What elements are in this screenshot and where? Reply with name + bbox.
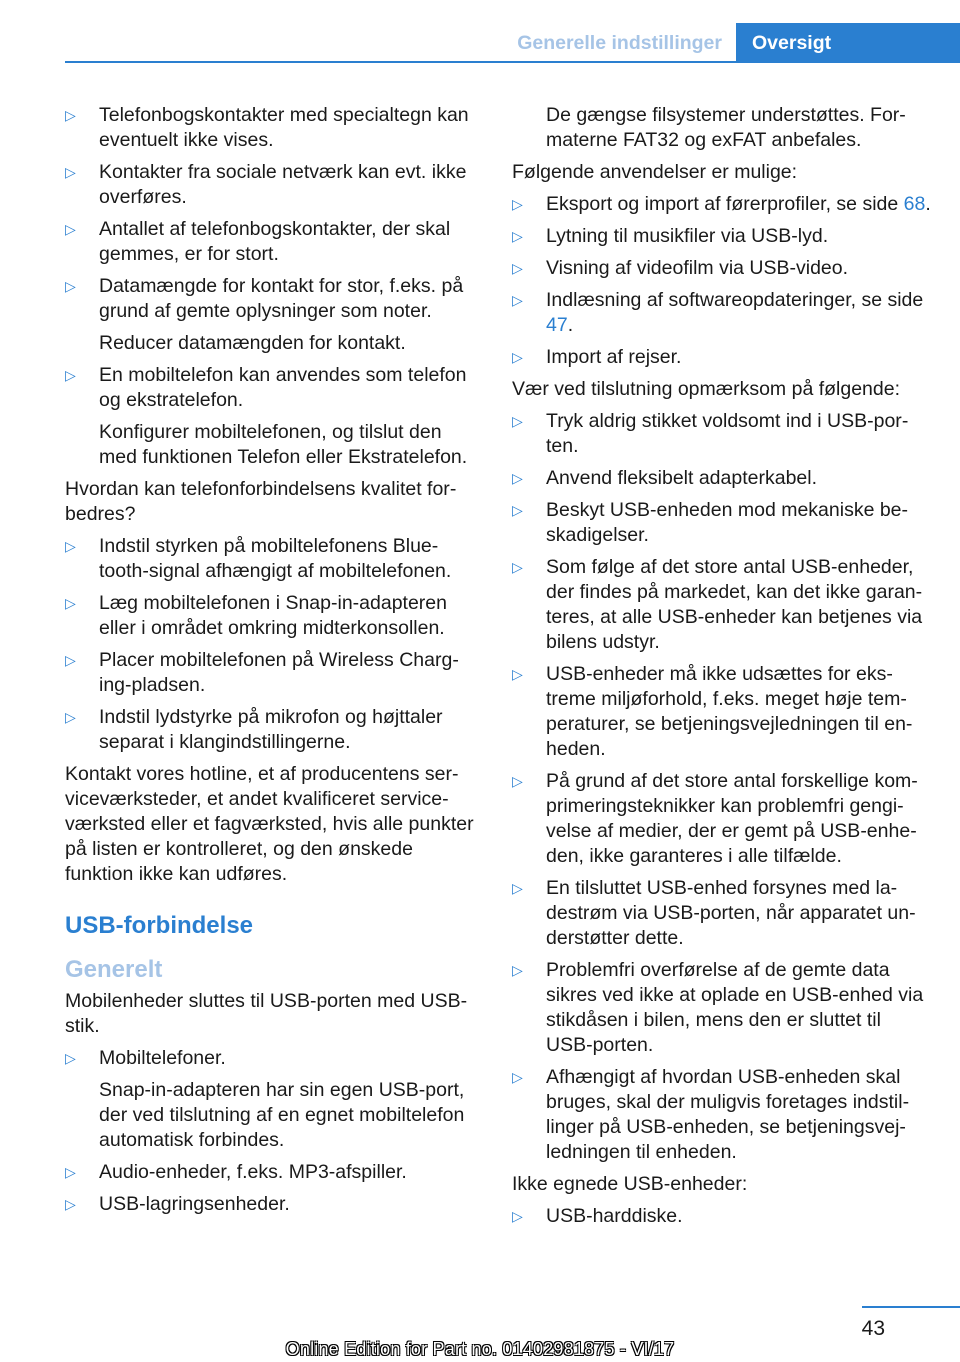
notes-intro: Vær ved tilslutning opmærksom på følgende: (512, 378, 901, 400)
page-header (0, 0, 960, 62)
list-item: ▷ Datamængde for kontakt for stor, f.eks. på grund af gemte oplysninger som noter. Reducer datamængden for kontakt. (65, 274, 481, 356)
list-item-note: Snap-in-adapteren har sin egen USB-port, der ved tilslutning af en egnet mobiltelefon automatisk forbindes. (99, 1079, 465, 1151)
triangle-bullet-icon: ▷ (65, 1196, 76, 1212)
uses-list (512, 192, 932, 370)
triangle-bullet-icon: ▷ (65, 538, 76, 554)
list-item: ▷ Antallet af telefonbogskontakter, der skal gemmes, er for stort. (65, 218, 451, 265)
header-rule (65, 61, 960, 63)
unsuitable-list (512, 1204, 932, 1229)
list-item: ▷ Tryk aldrig stikket voldsomt ind i USB-porten. (512, 410, 909, 457)
header-section-title: Generelle indstillinger (517, 32, 722, 54)
list-item: ▷ Afhængigt af hvordan USB-enheden skal bruges, skal der muligvis foretages indstillinger på USB-enheden, se betjeningsvejledningen til enheden. (512, 1066, 910, 1163)
right-column (512, 103, 932, 1236)
quality-tips-list (65, 534, 481, 755)
list-item: ▷ Audio-enheder, f.eks. MP3-afspiller. (65, 1161, 407, 1183)
page-link[interactable]: 47 (546, 314, 568, 336)
uses-intro: Følgende anvendelser er mulige: (512, 161, 798, 183)
triangle-bullet-icon: ▷ (65, 278, 76, 294)
contact-paragraph: Kontakt vores hotline, et af producentens serviceværksteder, et andet kvalificeret serviceværksted eller et fagværksted, hvis alle punkter på listen er kontrolleret, og den ønskede funktion ikke kan udføres. (65, 763, 474, 885)
triangle-bullet-icon: ▷ (65, 595, 76, 611)
triangle-bullet-icon: ▷ (512, 880, 523, 896)
triangle-bullet-icon: ▷ (65, 367, 76, 383)
usb-intro: Mobilenheder sluttes til USB-porten med USB-stik. (65, 990, 468, 1037)
quality-question: Hvordan kan telefonforbindelsens kvalitet forbedres? (65, 478, 457, 525)
triangle-bullet-icon: ▷ (512, 666, 523, 682)
subsection-heading: Generelt (65, 956, 163, 983)
list-item: ▷ Læg mobiltelefonen i Snap-in-adapteren eller i området omkring midterkonsollen. (65, 592, 447, 639)
list-item: ▷ En mobiltelefon kan anvendes som telefon og ekstratelefon. Konfigurer mobiltelefonen, og tilslut den med funktionen Telefon eller Ekstratelefon. (65, 363, 481, 470)
list-item: ▷ Indstil lydstyrke på mikrofon og højttaler separat i klangindstillingerne. (65, 706, 443, 753)
list-item: ▷ Kontakter fra sociale netværk kan evt. ikke overføres. (65, 161, 467, 208)
triangle-bullet-icon: ▷ (512, 413, 523, 429)
triangle-bullet-icon: ▷ (65, 1050, 76, 1066)
triangle-bullet-icon: ▷ (512, 773, 523, 789)
notes-list (512, 409, 932, 1165)
triangle-bullet-icon: ▷ (512, 228, 523, 244)
left-column (65, 103, 481, 1224)
triangle-bullet-icon: ▷ (65, 709, 76, 725)
triangle-bullet-icon: ▷ (512, 349, 523, 365)
list-item: ▷ Telefonbogskontakter med specialtegn kan eventuelt ikke vises. (65, 104, 469, 151)
list-item: ▷ Indstil styrken på mobiltelefonens Bluetooth-signal afhængigt af mobiltelefonen. (65, 535, 452, 582)
usb-devices-list (65, 1046, 481, 1217)
list-item-remedy: Reducer datamængden for kontakt. (99, 332, 406, 354)
list-item: ▷ Lytning til musikfiler via USB-lyd. (512, 225, 829, 247)
list-item: ▷ Import af rejser. (512, 346, 682, 368)
list-item: ▷ En tilsluttet USB-enhed forsynes med ladestrøm via USB-porten, når apparatet understøtter dette. (512, 877, 916, 949)
triangle-bullet-icon: ▷ (65, 107, 76, 123)
unsuitable-intro: Ikke egnede USB-enheder: (512, 1173, 748, 1195)
list-item: ▷ USB-harddiske. (512, 1205, 683, 1227)
page-link[interactable]: 68 (903, 193, 926, 215)
triangle-bullet-icon: ▷ (512, 1069, 523, 1085)
section-heading: USB-forbindelse (65, 912, 254, 939)
page-number-rule (862, 1306, 960, 1308)
triangle-bullet-icon: ▷ (512, 962, 523, 978)
triangle-bullet-icon: ▷ (65, 652, 76, 668)
triangle-bullet-icon: ▷ (512, 470, 523, 486)
triangle-bullet-icon: ▷ (512, 260, 523, 276)
list-item: ▷ Placer mobiltelefonen på Wireless Charging-pladsen. (65, 649, 459, 696)
list-item: ▷ Visning af videofilm via USB-video. (512, 257, 849, 279)
triangle-bullet-icon: ▷ (65, 221, 76, 237)
list-item: ▷ USB-lagringsenheder. (65, 1193, 290, 1215)
triangle-bullet-icon: ▷ (65, 164, 76, 180)
triangle-bullet-icon: ▷ (512, 196, 523, 212)
header-tab: Oversigt (736, 23, 960, 63)
filesystem-note: De gængse filsystemer understøttes. Formaterne FAT32 og exFAT anbefales. (546, 104, 906, 151)
list-item: ▷ USB-enheder må ikke udsættes for ekstreme miljøforhold, f.eks. meget høje temperaturer, se betjeningsvejledningen til enheden. (512, 663, 913, 760)
triangle-bullet-icon: ▷ (512, 559, 523, 575)
list-item: ▷ Eksport og import af førerprofiler, se side 68. (512, 193, 931, 215)
list-item: ▷ Problemfri overførelse af de gemte data sikres ved ikke at oplade en USB-enhed via stikdåsen i bilen, mens den er sluttet til USB-porten. (512, 959, 924, 1056)
triangle-bullet-icon: ▷ (512, 1208, 523, 1224)
footer-edition-text: Online Edition for Part no. 01402981875 - VI/17 (285, 1339, 675, 1359)
list-item: ▷ Mobiltelefoner. Snap-in-adapteren har sin egen USB-port, der ved tilslutning af en egnet mobiltelefon automatisk forbindes. (65, 1046, 481, 1153)
page-number: 43 (861, 1317, 885, 1340)
list-item: ▷ Anvend fleksibelt adapterkabel. (512, 467, 818, 489)
triangle-bullet-icon: ▷ (512, 502, 523, 518)
list-item: ▷ Som følge af det store antal USB-enheder, der findes på markedet, kan det ikke garanteres, at alle USB-enheder kan betjenes via bilens udstyr. (512, 556, 923, 653)
phonebook-issues-list (65, 103, 481, 470)
list-item-remedy: Konfigurer mobiltelefonen, og tilslut den med funktionen Telefon eller Ekstratelefon. (99, 421, 468, 468)
list-item: ▷ Beskyt USB-enheden mod mekaniske beskadigelser. (512, 499, 909, 546)
list-item: ▷ Indlæsning af softwareopdateringer, se side 47. (512, 289, 924, 336)
triangle-bullet-icon: ▷ (65, 1164, 76, 1180)
list-item: ▷ På grund af det store antal forskellige komprimeringsteknikker kan problemfri gengivelse af medier, der er gemt på USB-enheden, ikke garanteres i alle tilfælde. (512, 770, 918, 867)
triangle-bullet-icon: ▷ (512, 292, 523, 308)
